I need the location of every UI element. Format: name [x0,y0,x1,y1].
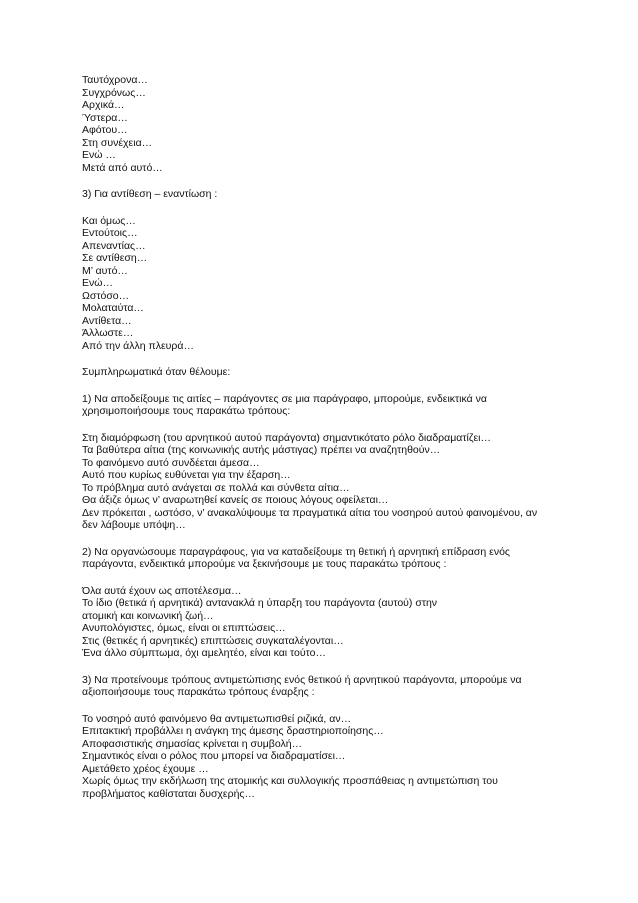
document-page [82,74,582,800]
list-item: Σημαντικός είναι ο ρόλος που μπορεί να διαδραματίσει… [82,750,346,762]
section-heading: 1) Να αποδείξουμε τις αιτίες – παράγοντες σε μια παράγραφο, μπορούμε, ενδεικτικά να [82,392,487,405]
antithesis-section [82,188,582,352]
intro-list [82,74,582,174]
list-item: προβλήματος καθίσταται δυσχερής… [82,787,255,800]
section-causes [82,393,582,532]
section-effects [82,546,582,660]
list-item: Μολαταύτα… [82,302,144,314]
list-item: Ύστερα… [82,111,128,124]
list-item: Το ίδιο (θετικά ή αρνητικά) αντανακλά η ύπαρξη του παράγοντα (αυτού) στην [82,597,438,609]
list-item: Αντίθετα… [82,314,132,327]
list-item: Αποφασιστικής σημασίας κρίνεται η συμβολή… [82,737,303,750]
list-item: Αφότου… [82,124,128,136]
list-item: Χωρίς όμως την εκδήλωση της ατομικής και συλλογικής προσπάθειας η αντιμετώπιση του [82,775,498,787]
section-heading: αξιοποιήσουμε τους παρακάτω τρόπους έναρξης : [82,686,315,698]
list-item: Ωστόσο… [82,289,130,302]
list-item: Ενώ… [82,277,113,289]
list-item: Αμετάθετο χρέος έχουμε … [82,762,209,775]
list-item: Ταυτόχρονα… [82,74,148,86]
list-item: Αρχικά… [82,99,125,111]
list-item: Το νοσηρό αυτό φαινόμενο θα αντιμετωπισθεί ριζικά, αν… [82,712,352,725]
list-item: Άλλωστε… [82,327,134,339]
list-item: Στη συνέχεια… [82,136,153,149]
list-item: Θα άξιζε όμως ν’ αναρωτηθεί κανείς σε ποιους λόγους οφείλεται… [82,494,389,506]
list-item: Ενώ … [82,149,116,161]
list-item: Εντούτοις… [82,227,138,239]
list-item: Τα βαθύτερα αίτια (της κοινωνικής αυτής μάστιγας) πρέπει να αναζητηθούν… [82,444,441,456]
list-item: δεν λάβουμε υπόψη… [82,519,186,531]
list-item: Από την άλλη πλευρά… [82,339,194,352]
list-item: Στις (θετικές ή αρνητικές) επιπτώσεις συγκαταλέγονται… [82,634,344,647]
list-item: Στη διαμόρφωση (του αρνητικού αυτού παράγοντα) σημαντικότατο ρόλο διαδραματίζει… [82,431,491,444]
list-item: Το φαινόμενο αυτό συνδέεται άμεσα… [82,456,260,469]
section-heading: 3) Για αντίθεση – εναντίωση : [82,188,218,200]
list-item: Συγχρόνως… [82,86,146,99]
section-heading: παράγοντα, ενδεικτικά μπορούμε να ξεκινήσουμε με τους παρακάτω τρόπους : [82,558,447,570]
section-solutions [82,674,582,801]
section-heading: 3) Να προτείνουμε τρόπους αντιμετώπισης ενός θετικού ή αρνητικού παράγοντα, μπορούμε να [82,673,522,686]
list-item: Απεναντίας… [82,239,146,252]
section-heading: χρησιμοποιήσουμε τους παρακάτω τρόπους: [82,405,291,417]
list-item: Μετά από αυτό… [82,161,163,174]
list-item: Σε αντίθεση… [82,252,148,264]
list-item: Επιτακτική προβάλλει η ανάγκη της άμεσης δραστηριοποίησης… [82,725,384,737]
list-item: Όλα αυτά έχουν ως αποτέλεσμα… [82,584,242,597]
list-item: Το πρόβλημα αυτό ανάγεται σε πολλά και σύνθετα αίτια… [82,481,350,494]
complementary-heading: Συμπληρωματικά όταν θέλουμε: [82,366,231,378]
list-item: Ανυπολόγιστες, όμως, είναι οι επιπτώσεις… [82,622,286,634]
list-item: ατομική και κοινωνική ζωή… [82,609,214,622]
list-item: Δεν πρόκειται , ωστόσο, ν’ ανακαλύψουμε τα πραγματικά αίτια του νοσηρού αυτού φαινομένου, αν [82,506,538,519]
list-item: Μ’ αυτό… [82,264,128,277]
list-item: Ένα άλλο σύμπτωμα, όχι αμελητέο, είναι και τούτο… [82,647,326,659]
section-heading: 2) Να οργανώσουμε παραγράφους, για να καταδείξουμε τη θετική ή αρνητική επίδραση ενός [82,545,510,558]
list-item: Αυτό που κυρίως ευθύνεται για την έξαρση… [82,469,291,481]
list-item: Και όμως… [82,214,136,227]
